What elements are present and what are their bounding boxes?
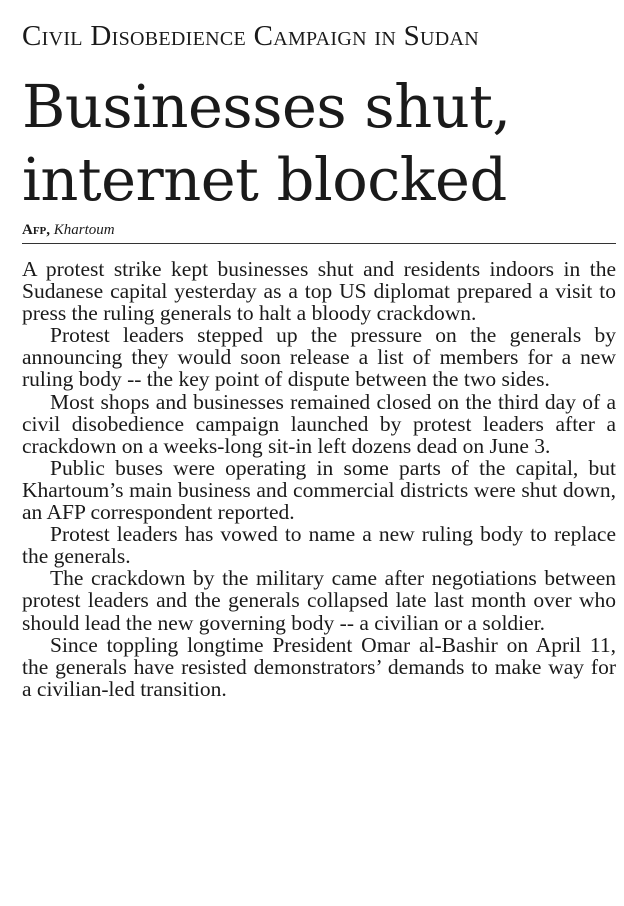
article-paragraph: A protest strike kept businesses shut and residents indoors in the Sudanese capital yesterday as a top US diplomat prepared a visit to press the ruling generals to halt a bloody crackdown. xyxy=(22,257,616,326)
article-paragraph: Most shops and businesses remained closed on the third day of a civil disobedience campaign launched by protest leaders after a crackdown on a weeks-long sit-in left dozens dead on June 3. xyxy=(22,389,616,458)
news-article xyxy=(22,0,616,906)
byline-agency: Afp, xyxy=(22,222,51,238)
article-paragraph: Protest leaders has vowed to name a new ruling body to replace the generals. xyxy=(22,522,616,569)
byline-divider xyxy=(22,243,616,244)
article-paragraph: The crackdown by the military came after negotiations between protest leaders and the generals collapsed late last month over who should lead the new governing body -- a civilian or a soldier. xyxy=(22,566,616,635)
headline-line-2: internet blocked xyxy=(22,145,507,214)
article-byline xyxy=(22,222,115,239)
article-paragraph: Public buses were operating in some parts of the capital, but Khartoum’s main business and commercial districts were shut down, an AFP correspondent reported. xyxy=(22,455,616,525)
article-paragraph: Since toppling longtime President Omar al-Bashir on April 11, the generals have resisted demonstrators’ demands to make way for a civilian-led transition. xyxy=(22,632,616,701)
headline-line-1: Businesses shut, xyxy=(22,72,511,141)
article-kicker: Civil Disobedience Campaign in Sudan xyxy=(22,20,480,52)
article-paragraph: Protest leaders stepped up the pressure on the generals by announcing they would soon release a list of members for a new ruling body -- the key point of dispute between the two sides. xyxy=(22,323,616,392)
article-body xyxy=(22,258,616,700)
article-headline xyxy=(22,70,616,216)
byline-place: Khartoum xyxy=(53,222,115,238)
